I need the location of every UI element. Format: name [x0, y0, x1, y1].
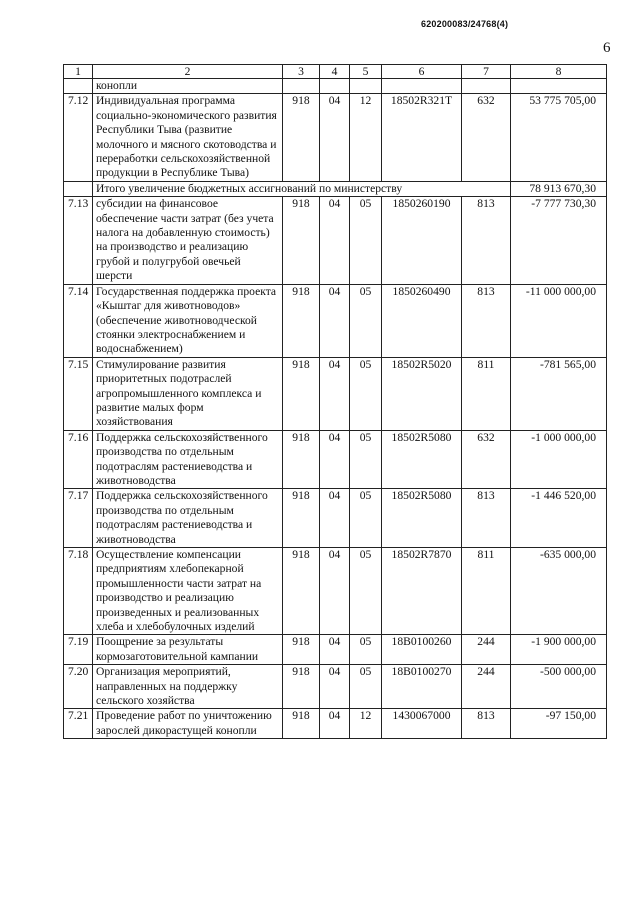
table-row — [64, 197, 607, 284]
row-col5: 05 — [350, 430, 382, 489]
row-number: 7.17 — [64, 489, 93, 548]
row-col7: 813 — [462, 197, 511, 284]
table-row — [64, 548, 607, 635]
table-row — [64, 430, 607, 489]
table-header-row — [64, 65, 607, 79]
row-col4: 04 — [320, 709, 350, 739]
row-col5: 05 — [350, 665, 382, 709]
row-amount: -781 565,00 — [511, 357, 607, 430]
row-col6: 1850260190 — [382, 197, 462, 284]
total-amount: 78 913 670,30 — [511, 181, 607, 196]
header-cell: 7 — [462, 65, 511, 79]
row-col7: 811 — [462, 357, 511, 430]
row-col5: 05 — [350, 357, 382, 430]
row-amount: -97 150,00 — [511, 709, 607, 739]
header-cell: 3 — [283, 65, 320, 79]
row-amount: -635 000,00 — [511, 548, 607, 635]
row-col3: 918 — [283, 94, 320, 181]
page-number: 6 — [603, 40, 611, 56]
row-number: 7.16 — [64, 430, 93, 489]
row-amount: -1 000 000,00 — [511, 430, 607, 489]
header-cell: 6 — [382, 65, 462, 79]
row-col4: 04 — [320, 430, 350, 489]
row-col4: 04 — [320, 197, 350, 284]
row-number: 7.13 — [64, 197, 93, 284]
row-name: Индивидуальная программа социально-экономического развития Республики Тыва (развитие молочного и мясного скотоводства и переработки сельскохозяйственной продукции в Республике Тыва) — [93, 94, 283, 181]
row-col3: 918 — [283, 665, 320, 709]
row-col7: 813 — [462, 489, 511, 548]
row-col7: 813 — [462, 284, 511, 357]
row-col5: 05 — [350, 284, 382, 357]
row-amount: 53 775 705,00 — [511, 94, 607, 181]
header-cell: 4 — [320, 65, 350, 79]
row-col4: 04 — [320, 357, 350, 430]
row-name: субсидии на финансовое обеспечение части затрат (без учета налога на добавленную стоимость) на производство и реализацию грубой и полугрубой овечьей шерсти — [93, 197, 283, 284]
row-number: 7.14 — [64, 284, 93, 357]
row-col4: 04 — [320, 635, 350, 665]
row-col3: 918 — [283, 489, 320, 548]
row-number: 7.18 — [64, 548, 93, 635]
row-col3: 918 — [283, 635, 320, 665]
row-number: 7.19 — [64, 635, 93, 665]
header-cell: 5 — [350, 65, 382, 79]
row-col7: 632 — [462, 94, 511, 181]
row-col3: 918 — [283, 548, 320, 635]
table-row — [64, 284, 607, 357]
header-cell: 8 — [511, 65, 607, 79]
document-id: 620200083/24768(4) — [421, 19, 509, 29]
row-col7: 632 — [462, 430, 511, 489]
continuation-text: конопли — [93, 79, 283, 94]
table-row — [64, 94, 607, 181]
row-col7: 244 — [462, 665, 511, 709]
row-name: Поощрение за результаты кормозаготовительной кампании — [93, 635, 283, 665]
continuation-row — [64, 79, 607, 94]
row-name: Стимулирование развития приоритетных подотраслей агропромышленного комплекса и развитие малых форм хозяйствования — [93, 357, 283, 430]
row-col4: 04 — [320, 94, 350, 181]
row-number: 7.15 — [64, 357, 93, 430]
header-cell: 1 — [64, 65, 93, 79]
row-col5: 05 — [350, 197, 382, 284]
row-col3: 918 — [283, 357, 320, 430]
row-name: Поддержка сельскохозяйственного производства по отдельным подотраслям растениеводства и животноводства — [93, 430, 283, 489]
row-col7: 811 — [462, 548, 511, 635]
budget-table — [63, 64, 607, 739]
row-col6: 18502R7870 — [382, 548, 462, 635]
row-col3: 918 — [283, 197, 320, 284]
row-col6: 18B0100260 — [382, 635, 462, 665]
row-col4: 04 — [320, 489, 350, 548]
row-amount: -1 446 520,00 — [511, 489, 607, 548]
row-name: Государственная поддержка проекта «Кыштаг для животноводов» (обеспечение животноводческой стоянки электроснабжением и водоснабжением) — [93, 284, 283, 357]
row-amount: -7 777 730,30 — [511, 197, 607, 284]
row-amount: -1 900 000,00 — [511, 635, 607, 665]
table-row — [64, 709, 607, 739]
total-label: Итого увеличение бюджетных ассигнований по министерству — [93, 181, 511, 196]
row-name: Поддержка сельскохозяйственного производства по отдельным подотраслям растениеводства и животноводства — [93, 489, 283, 548]
row-col5: 12 — [350, 94, 382, 181]
row-number: 7.20 — [64, 665, 93, 709]
row-name: Проведение работ по уничтожению зарослей дикорастущей конопли — [93, 709, 283, 739]
row-col6: 1850260490 — [382, 284, 462, 357]
table-body — [64, 197, 607, 739]
row-amount: -500 000,00 — [511, 665, 607, 709]
row-col7: 244 — [462, 635, 511, 665]
table-row — [64, 489, 607, 548]
row-col6: 1430067000 — [382, 709, 462, 739]
row-col6: 18502R5080 — [382, 489, 462, 548]
row-col3: 918 — [283, 430, 320, 489]
row-name: Осуществление компенсации предприятиям хлебопекарной промышленности части затрат на производство и реализацию произведенных и реализованных хлеба и хлебобулочных изделий — [93, 548, 283, 635]
header-cell: 2 — [93, 65, 283, 79]
row-col6: 18B0100270 — [382, 665, 462, 709]
row-amount: -11 000 000,00 — [511, 284, 607, 357]
table-row — [64, 635, 607, 665]
row-col5: 05 — [350, 489, 382, 548]
row-col5: 05 — [350, 635, 382, 665]
row-col5: 05 — [350, 548, 382, 635]
table-row — [64, 357, 607, 430]
row-col6: 18502R5020 — [382, 357, 462, 430]
row-col4: 04 — [320, 548, 350, 635]
row-col7: 813 — [462, 709, 511, 739]
row-col4: 04 — [320, 665, 350, 709]
row-name: Организация мероприятий, направленных на поддержку сельского хозяйства — [93, 665, 283, 709]
row-col3: 918 — [283, 284, 320, 357]
row-col5: 12 — [350, 709, 382, 739]
row-number: 7.21 — [64, 709, 93, 739]
row-col4: 04 — [320, 284, 350, 357]
row-col6: 18502R321T — [382, 94, 462, 181]
row-col6: 18502R5080 — [382, 430, 462, 489]
table-row — [64, 665, 607, 709]
row-col3: 918 — [283, 709, 320, 739]
row-number: 7.12 — [64, 94, 93, 181]
total-row — [64, 181, 607, 196]
